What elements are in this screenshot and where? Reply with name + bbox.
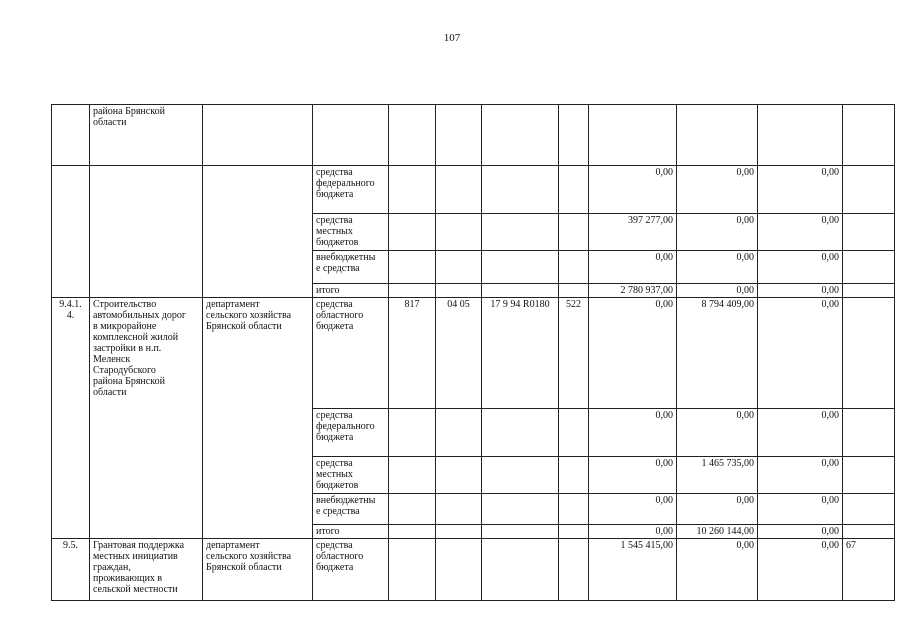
item-number: 9.5. [52, 539, 90, 601]
budget-table [51, 104, 895, 601]
amount-2021: 0,00 [758, 166, 843, 214]
amount-2019: 0,00 [589, 409, 677, 457]
amount-2020: 0,00 [677, 284, 758, 298]
amount-2021: 0,00 [758, 539, 843, 601]
amount-2020: 10 260 144,00 [677, 525, 758, 539]
amount-2020: 1 465 735,00 [677, 457, 758, 494]
funding-source: средства областного бюджета [313, 539, 389, 601]
event-name: Строительство автомобильных дорог в микрорайоне комплексной жилой застройки в н.п. Меленск Стародубского района Брянской области [90, 298, 203, 409]
table-row [52, 251, 895, 284]
funding-source: внебюджетны е средства [313, 251, 389, 284]
amount-2019: 0,00 [589, 525, 677, 539]
executor: департамент сельского хозяйства Брянской области [203, 298, 313, 409]
amount-2020: 8 794 409,00 [677, 298, 758, 409]
funding-source: итого [313, 525, 389, 539]
funding-source: итого [313, 284, 389, 298]
amount-2020: 0,00 [677, 539, 758, 601]
amount-2021: 0,00 [758, 284, 843, 298]
event-name: Грантовая поддержка местных инициатив граждан, проживающих в сельской местности [90, 539, 203, 601]
goal-number: 67 [843, 539, 895, 601]
amount-2020: 0,00 [677, 494, 758, 525]
table-row [52, 409, 895, 457]
amount-2019: 2 780 937,00 [589, 284, 677, 298]
amount-2020: 0,00 [677, 166, 758, 214]
rzpr-code: 04 05 [436, 298, 482, 409]
item-number: 9.4.1. 4. [52, 298, 90, 409]
table-row [52, 525, 895, 539]
table-row [52, 214, 895, 251]
amount-2019: 0,00 [589, 166, 677, 214]
amount-2021: 0,00 [758, 457, 843, 494]
table-row [52, 457, 895, 494]
amount-2021: 0,00 [758, 214, 843, 251]
amount-2021: 0,00 [758, 494, 843, 525]
funding-source: средства местных бюджетов [313, 214, 389, 251]
amount-2020: 0,00 [677, 251, 758, 284]
funding-source: внебюджетны е средства [313, 494, 389, 525]
amount-2019: 397 277,00 [589, 214, 677, 251]
funding-source: средства федерального бюджета [313, 166, 389, 214]
amount-2021: 0,00 [758, 525, 843, 539]
table-row [52, 284, 895, 298]
table-row [52, 494, 895, 525]
amount-2019: 1 545 415,00 [589, 539, 677, 601]
funding-source: средства местных бюджетов [313, 457, 389, 494]
table-row [52, 298, 895, 409]
amount-2021: 0,00 [758, 409, 843, 457]
vr-code: 522 [559, 298, 589, 409]
executor: департамент сельского хозяйства Брянской области [203, 539, 313, 601]
grbs-code: 817 [389, 298, 436, 409]
table-row [52, 166, 895, 214]
funding-source: средства федерального бюджета [313, 409, 389, 457]
amount-2019: 0,00 [589, 251, 677, 284]
amount-2020: 0,00 [677, 214, 758, 251]
table-row [52, 105, 895, 166]
funding-source: средства областного бюджета [313, 298, 389, 409]
amount-2019: 0,00 [589, 457, 677, 494]
amount-2020: 0,00 [677, 409, 758, 457]
amount-2019: 0,00 [589, 298, 677, 409]
csr-code: 17 9 94 R0180 [482, 298, 559, 409]
amount-2019: 0,00 [589, 494, 677, 525]
amount-2021: 0,00 [758, 298, 843, 409]
page-number: 107 [443, 32, 461, 44]
amount-2021: 0,00 [758, 251, 843, 284]
table-row [52, 539, 895, 601]
event-name: района Брянской области [90, 105, 203, 166]
